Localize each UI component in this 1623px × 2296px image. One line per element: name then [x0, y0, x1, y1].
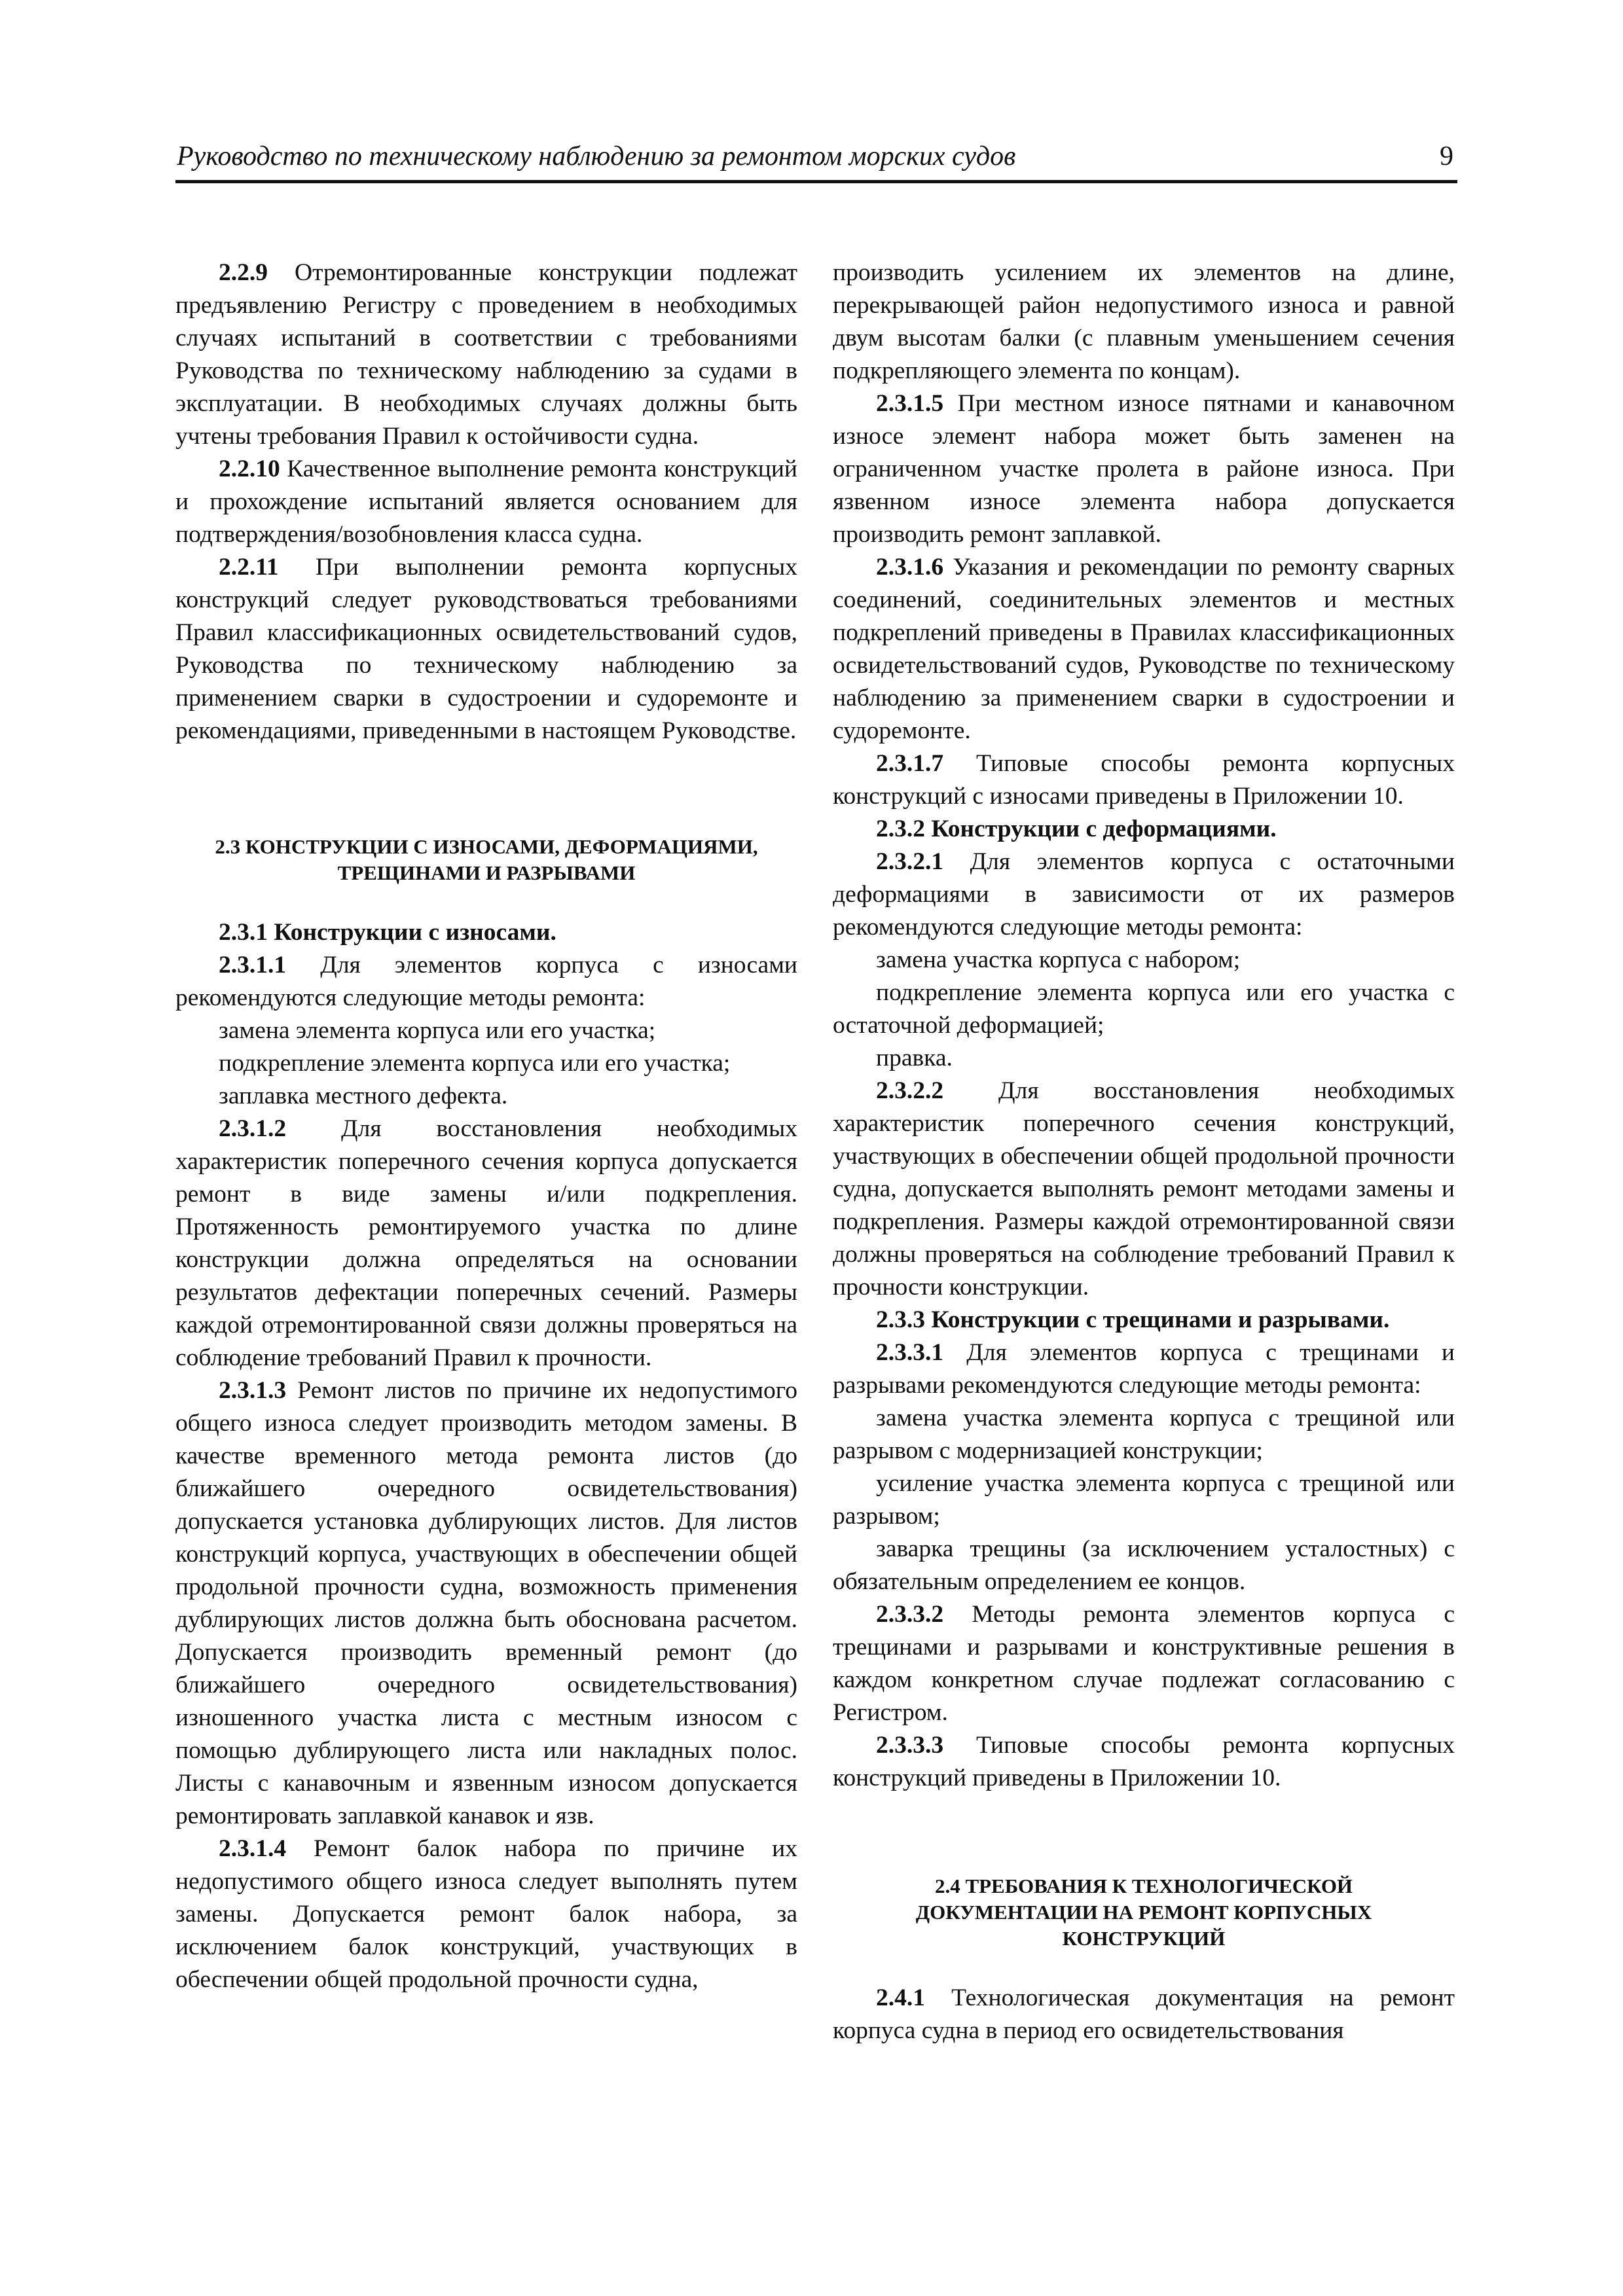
list-item: заварка трещины (за исключением усталостных) с обязательным определением ее концов. [833, 1535, 1455, 1595]
paragraph-2-2-11: 2.2.11 При выполнении ремонта корпусных конструкций следует руководствоваться требованиями Правил классификационных освидетельствований судов, Руководства по техническому наблюдению за применением сварки в судостроении и судоремонте и рекомендациями, приведенными в настоящем Руководстве. [175, 554, 797, 744]
list-item: замена участка корпуса с набором; [876, 946, 1241, 973]
paragraph-2-3-1-1: 2.3.1.1 Для элементов корпуса с износами рекомендуются следующие методы ремонта: [175, 952, 797, 1011]
paragraph-2-3-1-5: 2.3.1.5 При местном износе пятнами и канавочном износе элемент набора может быть заменен на ограниченном участке пролета в районе износа. При язвенном износе элемента набора допускается производить ремонт заплавкой. [833, 390, 1455, 548]
paragraph-continuation: производить усилением их элементов на длине, перекрывающей район недопустимого износа и равной двум высотам балки (с плавным уменьшением сечения подкрепляющего элемента по концам). [833, 259, 1455, 384]
subheading-2-3-1: 2.3.1 Конструкции с износами. [219, 919, 556, 946]
paragraph-2-3-1-2: 2.3.1.2 Для восстановления необходимых характеристик поперечного сечения корпуса допускается ремонт в виде замены и/или подкрепления. Протяженность ремонтируемого участка по длине конструкции должна определяться на основании результатов дефектации поперечных сечений. Размеры каждой отремонтированной связи должны проверяться на соблюдение требований Правил к прочности. [175, 1115, 797, 1371]
paragraph-2-2-9: 2.2.9 Отремонтированные конструкции подлежат предъявлению Регистру с проведением в необходимых случаях испытаний в соответствии с требованиями Руководства по техническому наблюдению за судами в эксплуатации. В необходимых случаях должны быть учтены требования Правил к остойчивости судна. [175, 259, 797, 450]
list-item: усиление участка элемента корпуса с трещиной или разрывом; [833, 1470, 1455, 1530]
list-item: замена элемента корпуса или его участка; [219, 1017, 656, 1044]
paragraph-2-4-1: 2.4.1 Технологическая документация на ремонт корпуса судна в период его освидетельствования [833, 1984, 1455, 2044]
running-header [175, 141, 1457, 183]
subheading-2-3-3: 2.3.3 Конструкции с трещинами и разрывами. [876, 1306, 1390, 1333]
section-heading-2-4: 2.4 ТРЕБОВАНИЯ К ТЕХНОЛОГИЧЕСКОЙ ДОКУМЕНТАЦИИ НА РЕМОНТ КОРПУСНЫХ КОНСТРУКЦИЙ [915, 1874, 1372, 1950]
paragraph-2-3-1-4: 2.3.1.4 Ремонт балок набора по причине их недопустимого общего износа следует выполнять путем замены. Допускается ремонт балок набора, за исключением балок конструкций, участвующих в обеспечении общей продольной прочности судна, [175, 1835, 797, 1993]
paragraph-2-3-1-6: 2.3.1.6 Указания и рекомендации по ремонту сварных соединений, соединительных элементов и местных подкреплений приведены в Правилах классификационных освидетельствований судов, Руководстве по техническому наблюдению за применением сварки в судостроении и судоремонте. [833, 554, 1455, 744]
list-item: правка. [876, 1045, 953, 1071]
list-item: замена участка элемента корпуса с трещиной или разрывом с модернизацией конструкции; [833, 1405, 1455, 1464]
paragraph-2-2-10: 2.2.10 Качественное выполнение ремонта конструкций и прохождение испытаний является основанием для подтверждения/возобновления класса судна. [175, 456, 797, 548]
paragraph-2-3-2-1: 2.3.2.1 Для элементов корпуса с остаточными деформациями в зависимости от их размеров рекомендуются следующие методы ремонта: [833, 848, 1455, 941]
header-title: Руководство по техническому наблюдению за ремонтом морских судов [177, 141, 1016, 171]
paragraph-2-3-2-2: 2.3.2.2 Для восстановления необходимых характеристик поперечного сечения конструкций, участвующих в обеспечении общей продольной прочности судна, допускается выполнять ремонт методами замены и подкрепления. Размеры каждой отремонтированной связи должны проверяться на соблюдение требований Правил к прочности конструкции. [833, 1077, 1455, 1300]
list-item: подкрепление элемента корпуса или его участка; [219, 1050, 731, 1077]
section-heading-2-3: 2.3 КОНСТРУКЦИИ С ИЗНОСАМИ, ДЕФОРМАЦИЯМИ, ТРЕЩИНАМИ И РАЗРЫВАМИ [215, 835, 758, 884]
paragraph-2-3-3-3: 2.3.3.3 Типовые способы ремонта корпусных конструкций приведены в Приложении 10. [833, 1732, 1455, 1791]
paragraph-2-3-1-3: 2.3.1.3 Ремонт листов по причине их недопустимого общего износа следует производить методом замены. В качестве временного метода ремонта листов (до ближайшего очередного освидетельствования) допускается установка дублирующих листов. Для листов конструкций корпуса, участвующих в обеспечении общей продольной прочности судна, возможность применения дублирующих листов должна быть обоснована расчетом. Допускается производить временный ремонт (до ближайшего очередного освидетельствования) изношенного участка листа с местным износом с помощью дублирующего листа или накладных полос. Листы с канавочным и язвенным износом допускается ремонтировать заплавкой канавок и язв. [175, 1377, 797, 1829]
page-number: 9 [1440, 141, 1453, 171]
subheading-2-3-2: 2.3.2 Конструкции с деформациями. [876, 816, 1277, 842]
paragraph-2-3-1-7: 2.3.1.7 Типовые способы ремонта корпусных конструкций с износами приведены в Приложении 10. [833, 750, 1455, 810]
paragraph-2-3-3-2: 2.3.3.2 Методы ремонта элементов корпуса с трещинами и разрывами и конструктивные решения в каждом конкретном случае подлежат согласованию с Регистром. [833, 1601, 1455, 1726]
paragraph-2-3-3-1: 2.3.3.1 Для элементов корпуса с трещинами и разрывами рекомендуются следующие методы ремонта: [833, 1339, 1455, 1399]
list-item: заплавка местного дефекта. [219, 1083, 508, 1109]
list-item: подкрепление элемента корпуса или его участка с остаточной деформацией; [833, 979, 1455, 1039]
left-column [175, 257, 797, 1996]
right-column [833, 257, 1455, 2047]
